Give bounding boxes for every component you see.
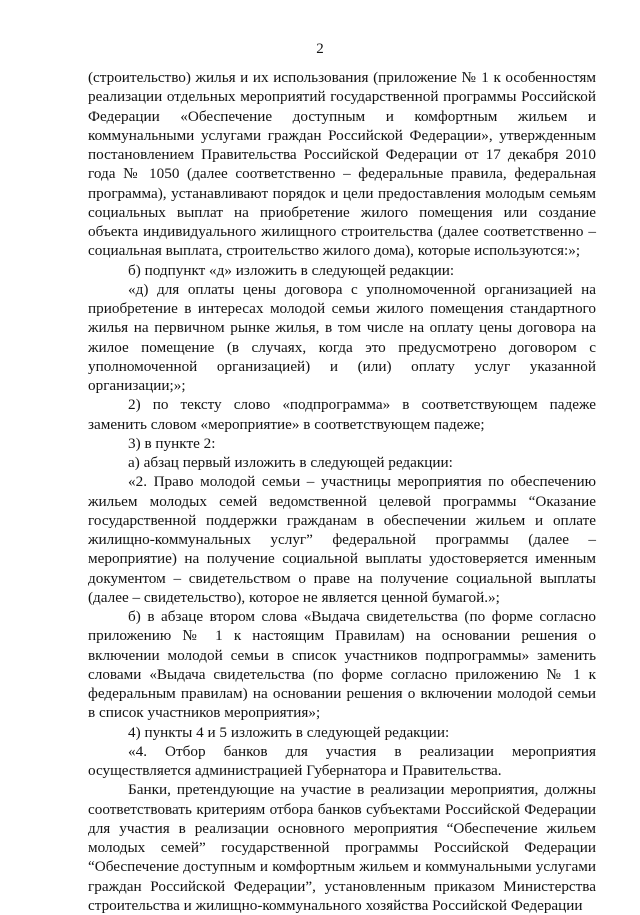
paragraph-subitem-a: а) абзац первый изложить в следующей редакции:	[128, 454, 453, 471]
paragraph-quote-4: «4. Отбор банков для участия в реализации мероприятия осуществляется администрацией Губернатора и Правительства.	[88, 742, 596, 779]
paragraph-quote-d: «д) для оплаты цены договора с уполномоченной организацией на приобретение в интересах молодой семьи жилого помещения стандартного жилья на первичном рынке жилья, в том числе на оплату цены договора на жилое помещение (в случаях, когда это предусмотрено договором с уполномоченной организацией) и (или) оплату услуг указанной организации;»;	[88, 280, 596, 394]
paragraph-subitem-b: б) подпункт «д» изложить в следующей редакции:	[128, 261, 455, 279]
paragraph-banks: Банки, претендующие на участие в реализации мероприятия, должны соответствовать критериям отбора банков субъектами Российской Федерации для участия в реализации основного мероприятия “Обеспечение жильем молодых семей” государственной программы Российской Федерации “Обеспечение доступным и комфортным жильем и коммунальными услугами граждан Российской Федерации”, установленным приказом Министерства строительства и жилищно-коммунального хозяйства Российской Федерации	[88, 781, 596, 914]
paragraph-item-2: 2) по тексту слово «подпрограмма» в соответствующем падеже заменить словом «мероприятие» в соответствующем падеже;	[88, 396, 596, 433]
paragraph-item-4: 4) пункты 4 и 5 изложить в следующей редакции:	[128, 723, 450, 741]
paragraph-item-3: 3) в пункте 2:	[128, 434, 216, 452]
paragraph-subitem-b-second: б) в абзаце втором слова «Выдача свидетельства (по форме согласно приложению № 1 к настоящим Правилам) на основании решения о включении молодой семьи в список участников подпрограммы» заменить словами «Выдача свидетельства (по форме согласно приложению № 1 к федеральным правилам) на основании решения о включении молодой семьи в список участников мероприятия»;	[88, 608, 596, 722]
paragraph-continuation: (строительство) жилья и их использования (приложение № 1 к особенностям реализации отдельных мероприятий государственной программы Российской Федерации «Обеспечение доступным и комфортным жильем и коммунальными услугами граждан Российской Федерации», утвержденным постановлением Правительства Российской Федерации от 17 декабря 2010 года № 1050 (далее соответственно – федеральные правила, федеральная программа), устанавливают порядок и цели предоставления молодым семьям социальных выплат на приобретение жилого помещения или создание объекта индивидуального жилищного строительства (далее соответственно – социальная выплата, строительство жилого дома), которые используются:»;	[88, 69, 596, 260]
page-number: 2	[316, 41, 324, 57]
paragraph-quote-2: «2. Право молодой семьи – участницы мероприятия по обеспечению жильем молодых семей ведомственной целевой программы “Оказание государственной поддержки гражданам в обеспечении жильем и оплате жилищно-коммунальных услуг” федеральной программы (далее – мероприятие) на получение социальной выплаты удостоверяется именным документом – свидетельством о праве на получение социальной выплаты (далее – свидетельство), которое не является ценной бумагой.»;	[88, 473, 596, 606]
document-body	[88, 68, 596, 915]
